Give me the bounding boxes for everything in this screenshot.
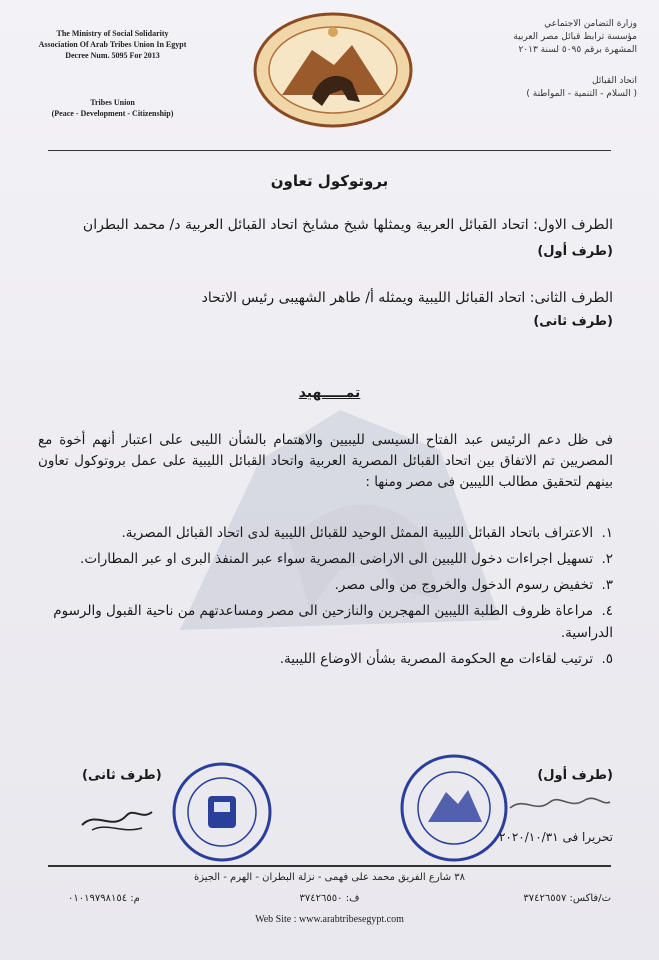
footer-divider	[48, 865, 611, 867]
header-en-line5: (Peace - Development - Citizenship)	[51, 109, 174, 118]
footer-mobile: م: ٠١٠١٩٧٩٨١٥٤	[68, 893, 140, 904]
header-en-line3: Decree Num. 5095 For 2013	[65, 51, 160, 60]
document-date: تحريرا فى ٢٠٢٠/١٠/٣١	[498, 830, 613, 844]
header-ar-line3: المشهرة برقم ٥٠٩٥ لسنة ٢٠١٣	[518, 45, 637, 55]
list-item-text: تسهيل اجراءات دخول الليبين الى الاراضى المصرية سواء عبر المنفذ البرى او عبر المطارات.	[80, 551, 594, 567]
party1-tag: (طرف أول)	[537, 244, 613, 259]
signature-left-icon	[72, 790, 162, 840]
list-item-number: ١.	[601, 525, 613, 541]
list-item-number: ٥.	[601, 651, 613, 667]
list-item-number: ٢.	[601, 551, 613, 567]
sign-left-tag: (طرف ثانى)	[82, 768, 162, 783]
arab-tribes-seal-icon	[398, 752, 510, 864]
document-title: بروتوكول تعاون	[270, 172, 389, 190]
footer-phone: ت/فاكس: ٣٧٤٢٦٥٥٧	[523, 893, 611, 904]
party2-text: الطرف الثانى: اتحاد القبائل الليبية ويمثله أ/ طاهر الشهيبى رئيس الاتحاد	[201, 290, 613, 306]
party1-text: الطرف الاول: اتحاد القبائل العربية ويمثلها شيخ مشايخ اتحاد القبائل العربية د/ محمد البطران	[82, 217, 613, 233]
footer-address: ٣٨ شارع الفريق محمد على فهمى - نزلة البطران - الهرم - الجيزة	[193, 872, 466, 883]
terms-list	[43, 522, 613, 674]
list-item-text: مراعاة ظروف الطلبة الليبين المهجرين والنازحين الى مصر ومساعدتهم من ناحية القبول والرسوم الدراسية.	[53, 603, 613, 641]
intro-heading-text: تمـــــهيد	[298, 385, 361, 401]
footer-website-link[interactable]: Web Site : www.arabtribesegypt.com	[255, 914, 404, 925]
sign-right-tag: (طرف أول)	[537, 768, 613, 783]
header-ar-line5: ( السلام - التنمية - المواطنة )	[526, 89, 637, 99]
list-item-text: ترتيب لقاءات مع الحكومة المصرية بشأن الاوضاع الليبية.	[279, 651, 594, 667]
list-item-number: ٣.	[601, 577, 613, 593]
list-item	[43, 522, 613, 544]
header-en-line4: Tribes Union	[90, 98, 135, 107]
association-logo-icon	[252, 10, 414, 130]
header-divider	[48, 150, 611, 151]
header-ar-line2: مؤسسة ترابط قبائل مصر العربية	[513, 32, 637, 42]
signature-right-icon	[505, 788, 615, 822]
header-en-line2: Association Of Arab Tribes Union In Egypt	[38, 40, 187, 49]
intro-paragraph: فى ظل دعم الرئيس عبد الفتاح السيسى لليبيين والاهتمام بالشأن الليبى على اعتبار أنهم أخوة مع المصريين تم الاتفاق بين اتحاد القبائل المصرية العربية واتحاد القبائل الليبية على عمل بروتوكول تعاون بينهم لتحقيق مطالب الليبين فى مصر ومنها :	[38, 432, 613, 490]
footer-fax: ف: ٣٧٤٢٦٥٥٠	[299, 893, 360, 904]
header-arabic	[472, 18, 637, 101]
list-item	[43, 600, 613, 644]
header-english	[20, 28, 205, 119]
list-item-text: الاعتراف باتحاد القبائل الليبية الممثل الوحيد للقبائل الليبية لدى اتحاد القبائل المصرية.	[121, 525, 594, 541]
list-item-text: تخفيض رسوم الدخول والخروج من والى مصر.	[334, 577, 594, 593]
list-item	[43, 648, 613, 670]
list-item-number: ٤.	[601, 603, 613, 619]
list-item	[43, 548, 613, 570]
list-item	[43, 574, 613, 596]
intro-heading	[0, 385, 659, 401]
header-ar-line4: اتحاد القبائل	[592, 76, 637, 86]
libyan-tribes-seal-icon	[170, 760, 275, 865]
party2-tag: (طرف ثانى)	[533, 314, 613, 329]
header-en-line1: The Ministry of Social Solidarity	[56, 29, 169, 38]
header-ar-line1: وزارة التضامن الاجتماعي	[544, 19, 637, 29]
